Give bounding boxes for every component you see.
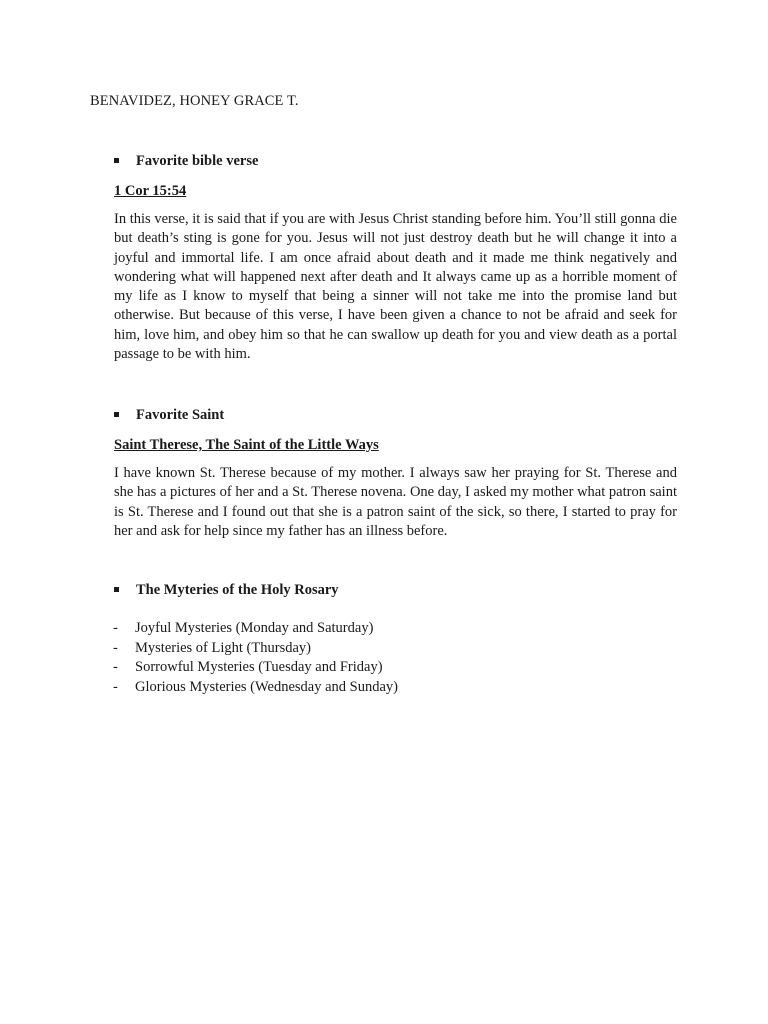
list-item <box>113 619 676 639</box>
section-rosary-mysteries <box>114 580 677 600</box>
list-item-text: Sorrowful Mysteries (Tuesday and Friday) <box>135 659 383 675</box>
list-item <box>113 678 676 698</box>
list-dash: - <box>113 620 118 636</box>
saint-reflection: I have known St. Therese because of my mother. I always saw her praying for St. Therese and she has a pictures of her and a St. Therese novena. One day, I asked my mother what patron saint is St. Therese and I found out that she is a patron saint of the sick, so there, I started to pray for her and ask for help since my father has an illness before. <box>114 465 677 539</box>
section-heading <box>114 580 677 600</box>
section-bible-verse <box>114 151 677 364</box>
saint-name: Saint Therese, The Saint of the Little Ways <box>114 437 379 453</box>
square-bullet-icon <box>114 412 119 417</box>
list-dash: - <box>113 659 118 675</box>
verse-reflection: In this verse, it is said that if you are with Jesus Christ standing before him. You’ll still gonna die but death’s sting is gone for you. Jesus will not just destroy death but he will change it into a joyful and immortal life. I am once afraid about death and it made me think negatively and wondering what will happened next after death and It always came up as a horrible moment of my life as I know to myself that being a sinner will not take me into the promise land but otherwise. But because of this verse, I have been given a chance to not be afraid and seek for him, love him, and obey him so that he can swallow up death for you and view death as a portal passage to be with him. <box>114 211 677 363</box>
section-heading <box>114 151 677 171</box>
mysteries-list <box>113 619 676 697</box>
list-item <box>113 658 676 678</box>
list-item-text: Glorious Mysteries (Wednesday and Sunday) <box>135 678 399 695</box>
square-bullet-icon <box>114 158 119 163</box>
list-item-text: Mysteries of Light (Thursday) <box>135 639 311 656</box>
list-dash: - <box>113 678 118 695</box>
list-item <box>113 639 676 659</box>
author-name: BENAVIDEZ, HONEY GRACE T. <box>90 93 299 109</box>
square-bullet-icon <box>114 587 119 592</box>
section-heading-text: Favorite Saint <box>136 407 225 423</box>
section-heading-text: Favorite bible verse <box>136 153 259 169</box>
verse-reference: 1 Cor 15:54 <box>114 183 187 199</box>
section-heading <box>114 405 677 425</box>
list-dash: - <box>113 639 118 656</box>
section-favorite-saint <box>114 405 677 541</box>
section-heading-text: The Myteries of the Holy Rosary <box>136 582 339 598</box>
list-item-text: Joyful Mysteries (Monday and Saturday) <box>135 620 374 636</box>
